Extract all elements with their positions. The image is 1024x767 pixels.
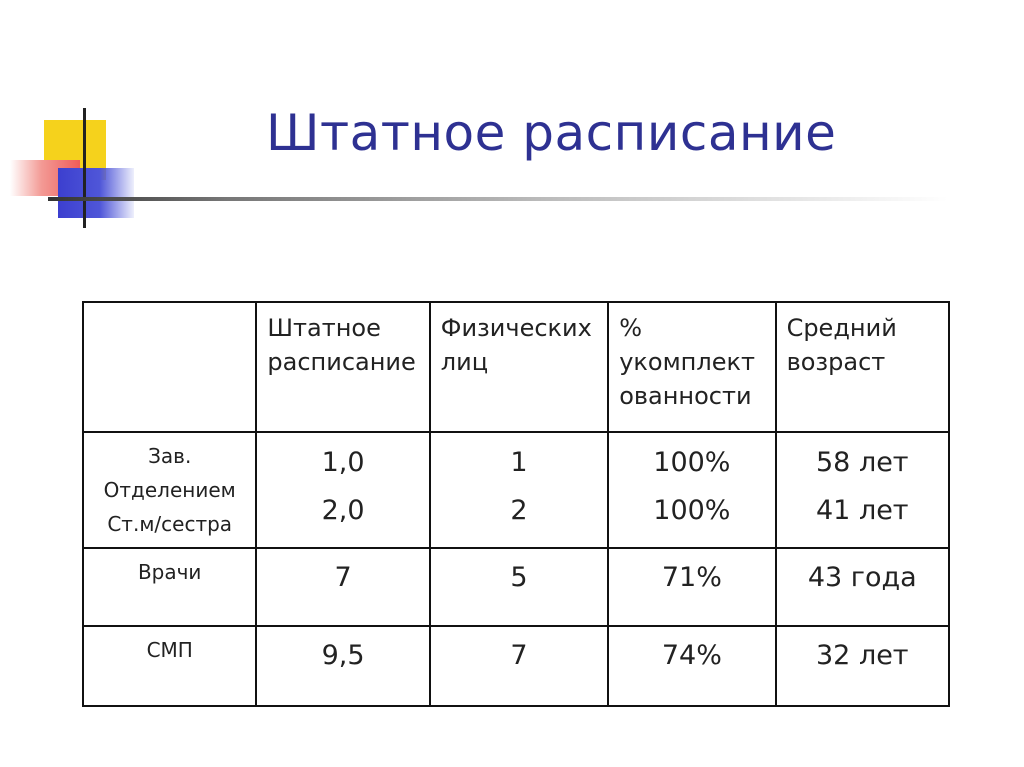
decor-vertical-line [83,108,86,228]
header-average-age: Средний возраст [776,302,949,432]
row-label-smp: СМП [83,626,256,706]
cell-staff: 1,0 2,0 [256,432,429,547]
row-label-heads: Зав. Отделением Ст.м/сестра [83,432,256,547]
cell-age: 32 лет [776,626,949,706]
row-label-doctors: Врачи [83,548,256,626]
cell-staff: 7 [256,548,429,626]
table-row [83,626,949,706]
staffing-table [82,301,950,707]
cell-staff: 9,5 [256,626,429,706]
table-row [83,432,949,547]
cell-percent: 100% 100% [608,432,775,547]
header-staff-schedule: Штатное расписание [256,302,429,432]
decor-blue-square [58,168,134,218]
cell-persons: 5 [430,548,608,626]
table-row [83,548,949,626]
cell-age: 58 лет 41 лет [776,432,949,547]
cell-persons: 1 2 [430,432,608,547]
cell-percent: 71% [608,548,775,626]
cell-persons: 7 [430,626,608,706]
header-staffing-percent: % укомплект ованности [608,302,775,432]
table-header-row [83,302,949,432]
header-physical-persons: Физических лиц [430,302,608,432]
cell-age: 43 года [776,548,949,626]
slide-title: Штатное расписание [266,104,837,162]
cell-percent: 74% [608,626,775,706]
header-empty-cell [83,302,256,432]
title-underline [48,197,948,201]
